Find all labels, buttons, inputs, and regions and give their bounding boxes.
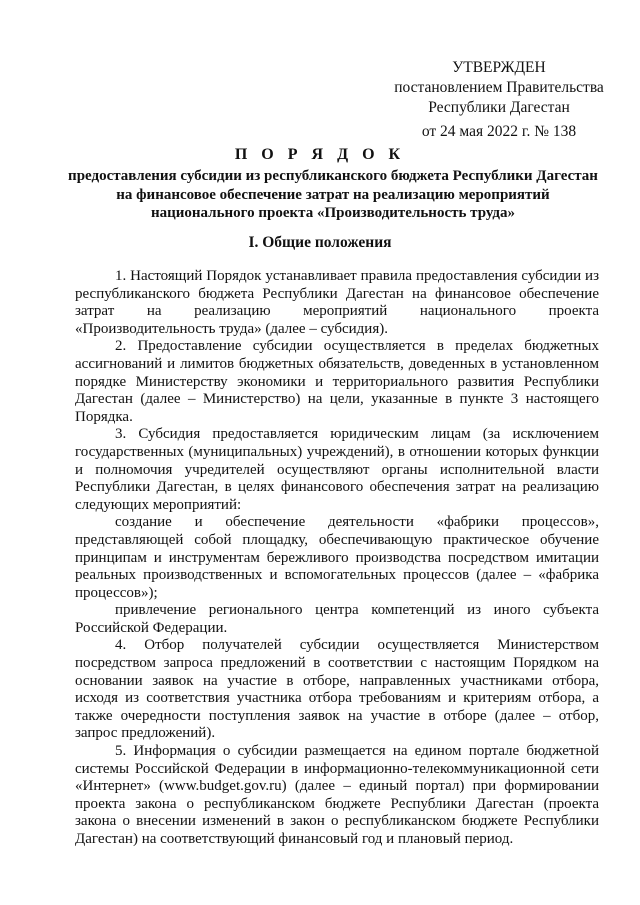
paragraph-3-item-2: привлечение регионального центра компетенций из иного субъекта Российской Федерации.: [75, 602, 599, 636]
paragraph-4: 4. Отбор получателей субсидии осуществляется Министерством посредством запроса предложений в соответствии с настоящим Порядком на основании заявок на участие в отборе, направленных участниками отбора, исходя из соответствия участника отбора требованиям и критериям отбора, а также очередности поступления заявок на участие в отборе (далее – отбор, запрос предложений).: [75, 637, 599, 742]
document-title: П О Р Я Д О К: [234, 146, 406, 163]
approval-line-2: Республики Дагестан: [428, 99, 570, 116]
approval-stamp: [388, 58, 610, 142]
document-subtitle: предоставления субсидии из республиканского бюджета Республики Дагестан на финансовое обеспечение затрат на реализацию мероприятий национального проекта «Производительность труда»: [68, 168, 598, 221]
approval-date: от 24 мая 2022 г. № 138: [421, 123, 577, 140]
approval-status: УТВЕРЖДЕН: [452, 59, 546, 76]
paragraph-1: 1. Настоящий Порядок устанавливает правила предоставления субсидии из республиканского бюджета Республики Дагестан на финансовое обеспечение затрат на реализацию мероприятий национального проекта «Производительность труда» (далее – субсидия).: [75, 268, 599, 337]
paragraph-5: 5. Информация о субсидии размещается на едином портале бюджетной системы Российской Федерации в информационно-телекоммуникационной сети «Интернет» (www.budget.gov.ru) (далее – единый портал) при формировании проекта закона о республиканском бюджете Республики Дагестан (проекта закона о внесении изменений в закон о республиканском бюджете Республики Дагестан) на соответствующий финансовый год и плановый период.: [75, 743, 599, 847]
section-heading: I. Общие положения: [248, 234, 392, 251]
document-body: [75, 268, 599, 849]
paragraph-2: 2. Предоставление субсидии осуществляется в пределах бюджетных ассигнований и лимитов бюджетных обязательств, доведенных в установленном порядке Министерству экономики и территориального развития Республики Дагестан (далее – Министерство) на цели, указанные в пункте 3 настоящего Порядка.: [75, 338, 599, 425]
approval-line-1: постановлением Правительства: [394, 79, 604, 96]
paragraph-3-item-1: создание и обеспечение деятельности «фабрики процессов», представляющей собой площадку, обеспечивающую практическое обучение принципам и инструментам бережливого производства посредством имитации реальных производственных и вспомогательных процессов (далее – «фабрика процессов»);: [75, 514, 599, 601]
paragraph-3: 3. Субсидия предоставляется юридическим лицам (за исключением государственных (муниципальных) учреждений), в отношении которых функции и полномочия учредителей осуществляют органы исполнительной власти Республики Дагестан, в целях финансового обеспечения затрат на реализацию следующих мероприятий:: [75, 426, 599, 513]
